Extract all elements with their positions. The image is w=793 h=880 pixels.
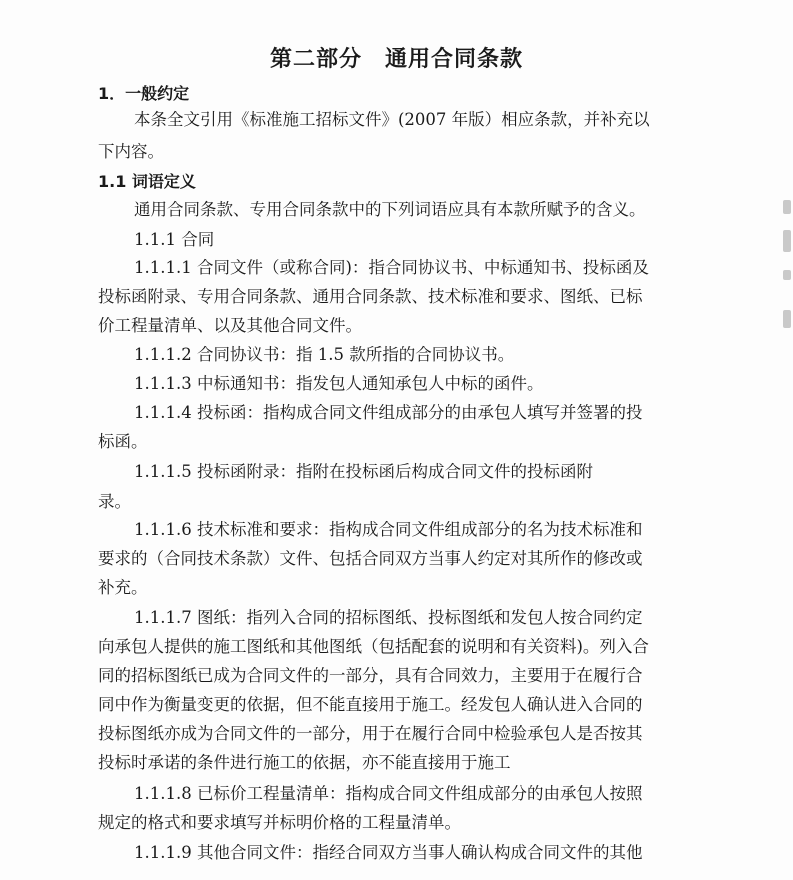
paragraph-line: 投标函附录、专用合同条款、通用合同条款、技术标准和要求、图纸、已标	[98, 287, 643, 306]
subsection-heading-contract: 1.1.1 合同	[134, 230, 215, 249]
paragraph-line: 要求的（合同技术条款）文件、包括合同双方当事人约定对其所作的修改或	[98, 549, 643, 568]
paragraph-line: 补充。	[98, 578, 148, 597]
paragraph-line: 1.1.1.4 投标函：指构成合同文件组成部分的由承包人填写并签署的投	[134, 403, 643, 422]
section-heading-definitions: 1.1 词语定义	[98, 172, 196, 191]
paragraph-line: 录。	[98, 492, 131, 511]
edge-mark	[783, 310, 791, 328]
paragraph-line: 下内容。	[98, 142, 164, 161]
paragraph-line: 向承包人提供的施工图纸和其他图纸（包括配套的说明和有关资料)。列入合	[98, 637, 649, 656]
page-title: 第二部分 通用合同条款	[269, 47, 523, 72]
paragraph-line: 1.1.1.6 技术标准和要求：指构成合同文件组成部分的名为技术标准和	[134, 520, 643, 539]
paragraph-line: 1.1.1.5 投标函附录：指附在投标函后构成合同文件的投标函附	[134, 462, 593, 481]
paragraph-line: 标函。	[98, 432, 148, 451]
paragraph-line: 同的招标图纸已成为合同文件的一部分，具有合同效力，主要用于在履行合	[98, 666, 643, 685]
paragraph-line: 1.1.1.1 合同文件（或称合同)：指合同协议书、中标通知书、投标函及	[134, 258, 649, 277]
paragraph-line: 价工程量清单、以及其他合同文件。	[98, 316, 362, 335]
paragraph-line: 1.1.1.7 图纸：指列入合同的招标图纸、投标图纸和发包人按合同约定	[134, 608, 643, 627]
paragraph-line: 投标图纸亦成为合同文件的一部分，用于在履行合同中检验承包人是否按其	[98, 724, 643, 743]
paragraph-line: 同中作为衡量变更的依据，但不能直接用于施工。经发包人确认进入合同的	[98, 695, 643, 714]
paragraph-line: 1.1.1.3 中标通知书：指发包人通知承包人中标的函件。	[134, 374, 544, 393]
paragraph-line: 1.1.1.8 已标价工程量清单：指构成合同文件组成部分的由承包人按照	[134, 784, 643, 803]
edge-mark	[783, 200, 791, 214]
paragraph-line: 1.1.1.2 合同协议书：指 1.5 款所指的合同协议书。	[134, 345, 515, 364]
paragraph-line: 本条全文引用《标准施工招标文件》(2007 年版）相应条款，并补充以	[134, 110, 650, 129]
paragraph-line: 规定的格式和要求填写并标明价格的工程量清单。	[98, 813, 461, 832]
edge-mark	[783, 230, 791, 252]
page-edge-bleed	[779, 200, 793, 340]
paragraph-line: 1.1.1.9 其他合同文件：指经合同双方当事人确认构成合同文件的其他	[134, 843, 643, 862]
section-heading-general: 1．一般约定	[98, 84, 190, 103]
paragraph-line: 通用合同条款、专用合同条款中的下列词语应具有本款所赋予的含义。	[134, 200, 646, 219]
paragraph-line: 投标时承诺的条件进行施工的依据，亦不能直接用于施工	[98, 753, 511, 772]
edge-mark	[783, 270, 791, 280]
